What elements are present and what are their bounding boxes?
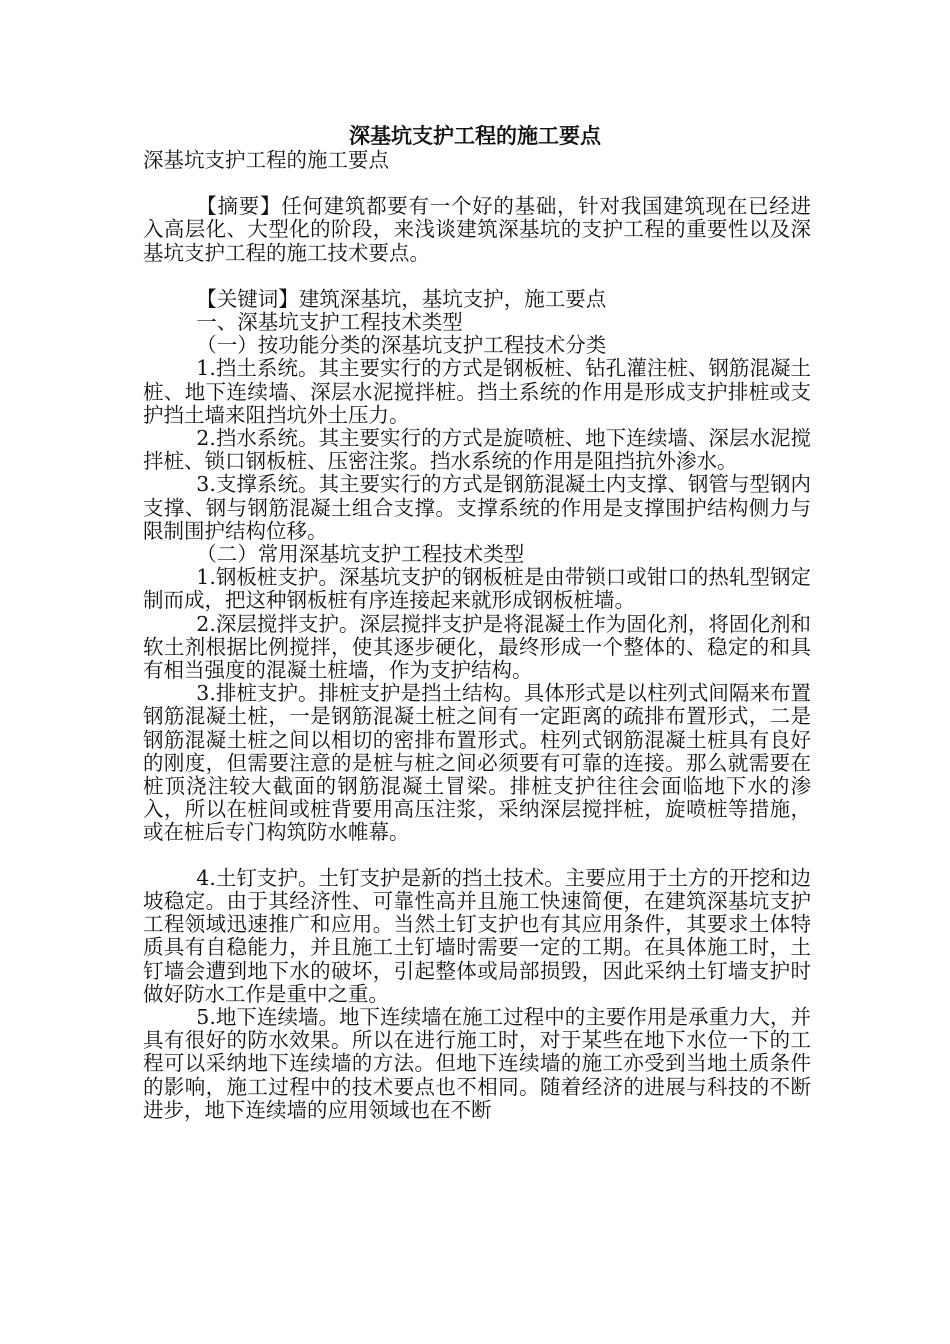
document-body — [143, 149, 811, 1122]
keywords-paragraph: 【关键词】建筑深基坑，基坑支护，施工要点 — [196, 286, 607, 311]
document-title: 深基坑支护工程的施工要点 — [349, 123, 601, 148]
list-paragraph: 3.排桩支护。排桩支护是挡土结构。具体形式是以柱列式间隔来布置钢筋混凝土桩，一是钢筋混凝土桩之间有一定距离的疏排布置形式，二是钢筋混凝土桩之间以相切的密排布置形式。柱列式钢筋混凝土桩具有良好的刚度，但需要注意的是桩与桩之间必须要有可靠的连接。那么就需要在桩顶浇注较大截面的钢筋混凝土冒梁。排桩支护往往会面临地下水的渗入，所以在桩间或桩背要用高压注浆，采纳深层搅拌桩，旋喷桩等措施，或在桩后专门构筑防水帷幕。 — [143, 681, 811, 845]
subsection-heading: （二）常用深基坑支护工程技术类型 — [196, 542, 525, 567]
section-heading: 一、深基坑支护工程技术类型 — [196, 310, 463, 335]
list-paragraph: 2.挡水系统。其主要实行的方式是旋喷桩、地下连续墙、深层水泥搅拌桩、锁口钢板桩、压密注浆。挡水系统的作用是阻挡抗外渗水。 — [143, 426, 811, 474]
subsection-heading: （一）按功能分类的深基坑支护工程技术分类 — [196, 333, 607, 358]
document-subtitle: 深基坑支护工程的施工要点 — [143, 148, 389, 172]
list-paragraph: 1.挡土系统。其主要实行的方式是钢板桩、钻孔灌注桩、钢筋混凝土桩、地下连续墙、深层水泥搅拌桩。挡土系统的作用是形成支护排桩或支护挡土墙来阻挡坑外土压力。 — [143, 356, 811, 427]
list-paragraph: 5.地下连续墙。地下连续墙在施工过程中的主要作用是承重力大，并具有很好的防水效果。所以在进行施工时，对于某些在地下水位一下的工程可以采纳地下连续墙的方法。但地下连续墙的施工亦受到当地土质条件的影响，施工过程中的技术要点也不相同。随着经济的进展与科技的不断进步，地下连续墙的应用领域也在不断 — [143, 1004, 811, 1122]
list-paragraph: 1.钢板桩支护。深基坑支护的钢板桩是由带锁口或钳口的热轧型钢定制而成，把这种钢板桩有序连接起来就形成钢板桩墙。 — [143, 565, 811, 613]
abstract-paragraph: 【摘要】任何建筑都要有一个好的基础，针对我国建筑现在已经进入高层化、大型化的阶段，来浅谈建筑深基坑的支护工程的重要性以及深基坑支护工程的施工技术要点。 — [143, 194, 811, 265]
list-paragraph: 2.深层搅拌支护。深层搅拌支护是将混凝土作为固化剂，将固化剂和软土剂根据比例搅拌，使其逐步硬化，最终形成一个整体的、稳定的和具有相当强度的混凝土桩墙，作为支护结构。 — [143, 611, 811, 683]
list-paragraph: 4.土钉支护。土钉支护是新的挡土技术。主要应用于土方的开挖和边坡稳定。由于其经济性、可靠性高并且施工快速简便，在建筑深基坑支护工程领域迅速推广和应用。当然土钉支护也有其应用条件，其要求土体特质具有自稳能力，并且施工土钉墙时需要一定的工期。在具体施工时，土钉墙会遭到地下水的破坏，引起整体或局部损毁，因此采纳土钉墙支护时做好防水工作是重中之重。 — [143, 865, 811, 1006]
list-paragraph: 3.支撑系统。其主要实行的方式是钢筋混凝土内支撑、钢管与型钢内支撑、钢与钢筋混凝土组合支撑。支撑系统的作用是支撑围护结构侧力与限制围护结构位移。 — [143, 472, 811, 543]
